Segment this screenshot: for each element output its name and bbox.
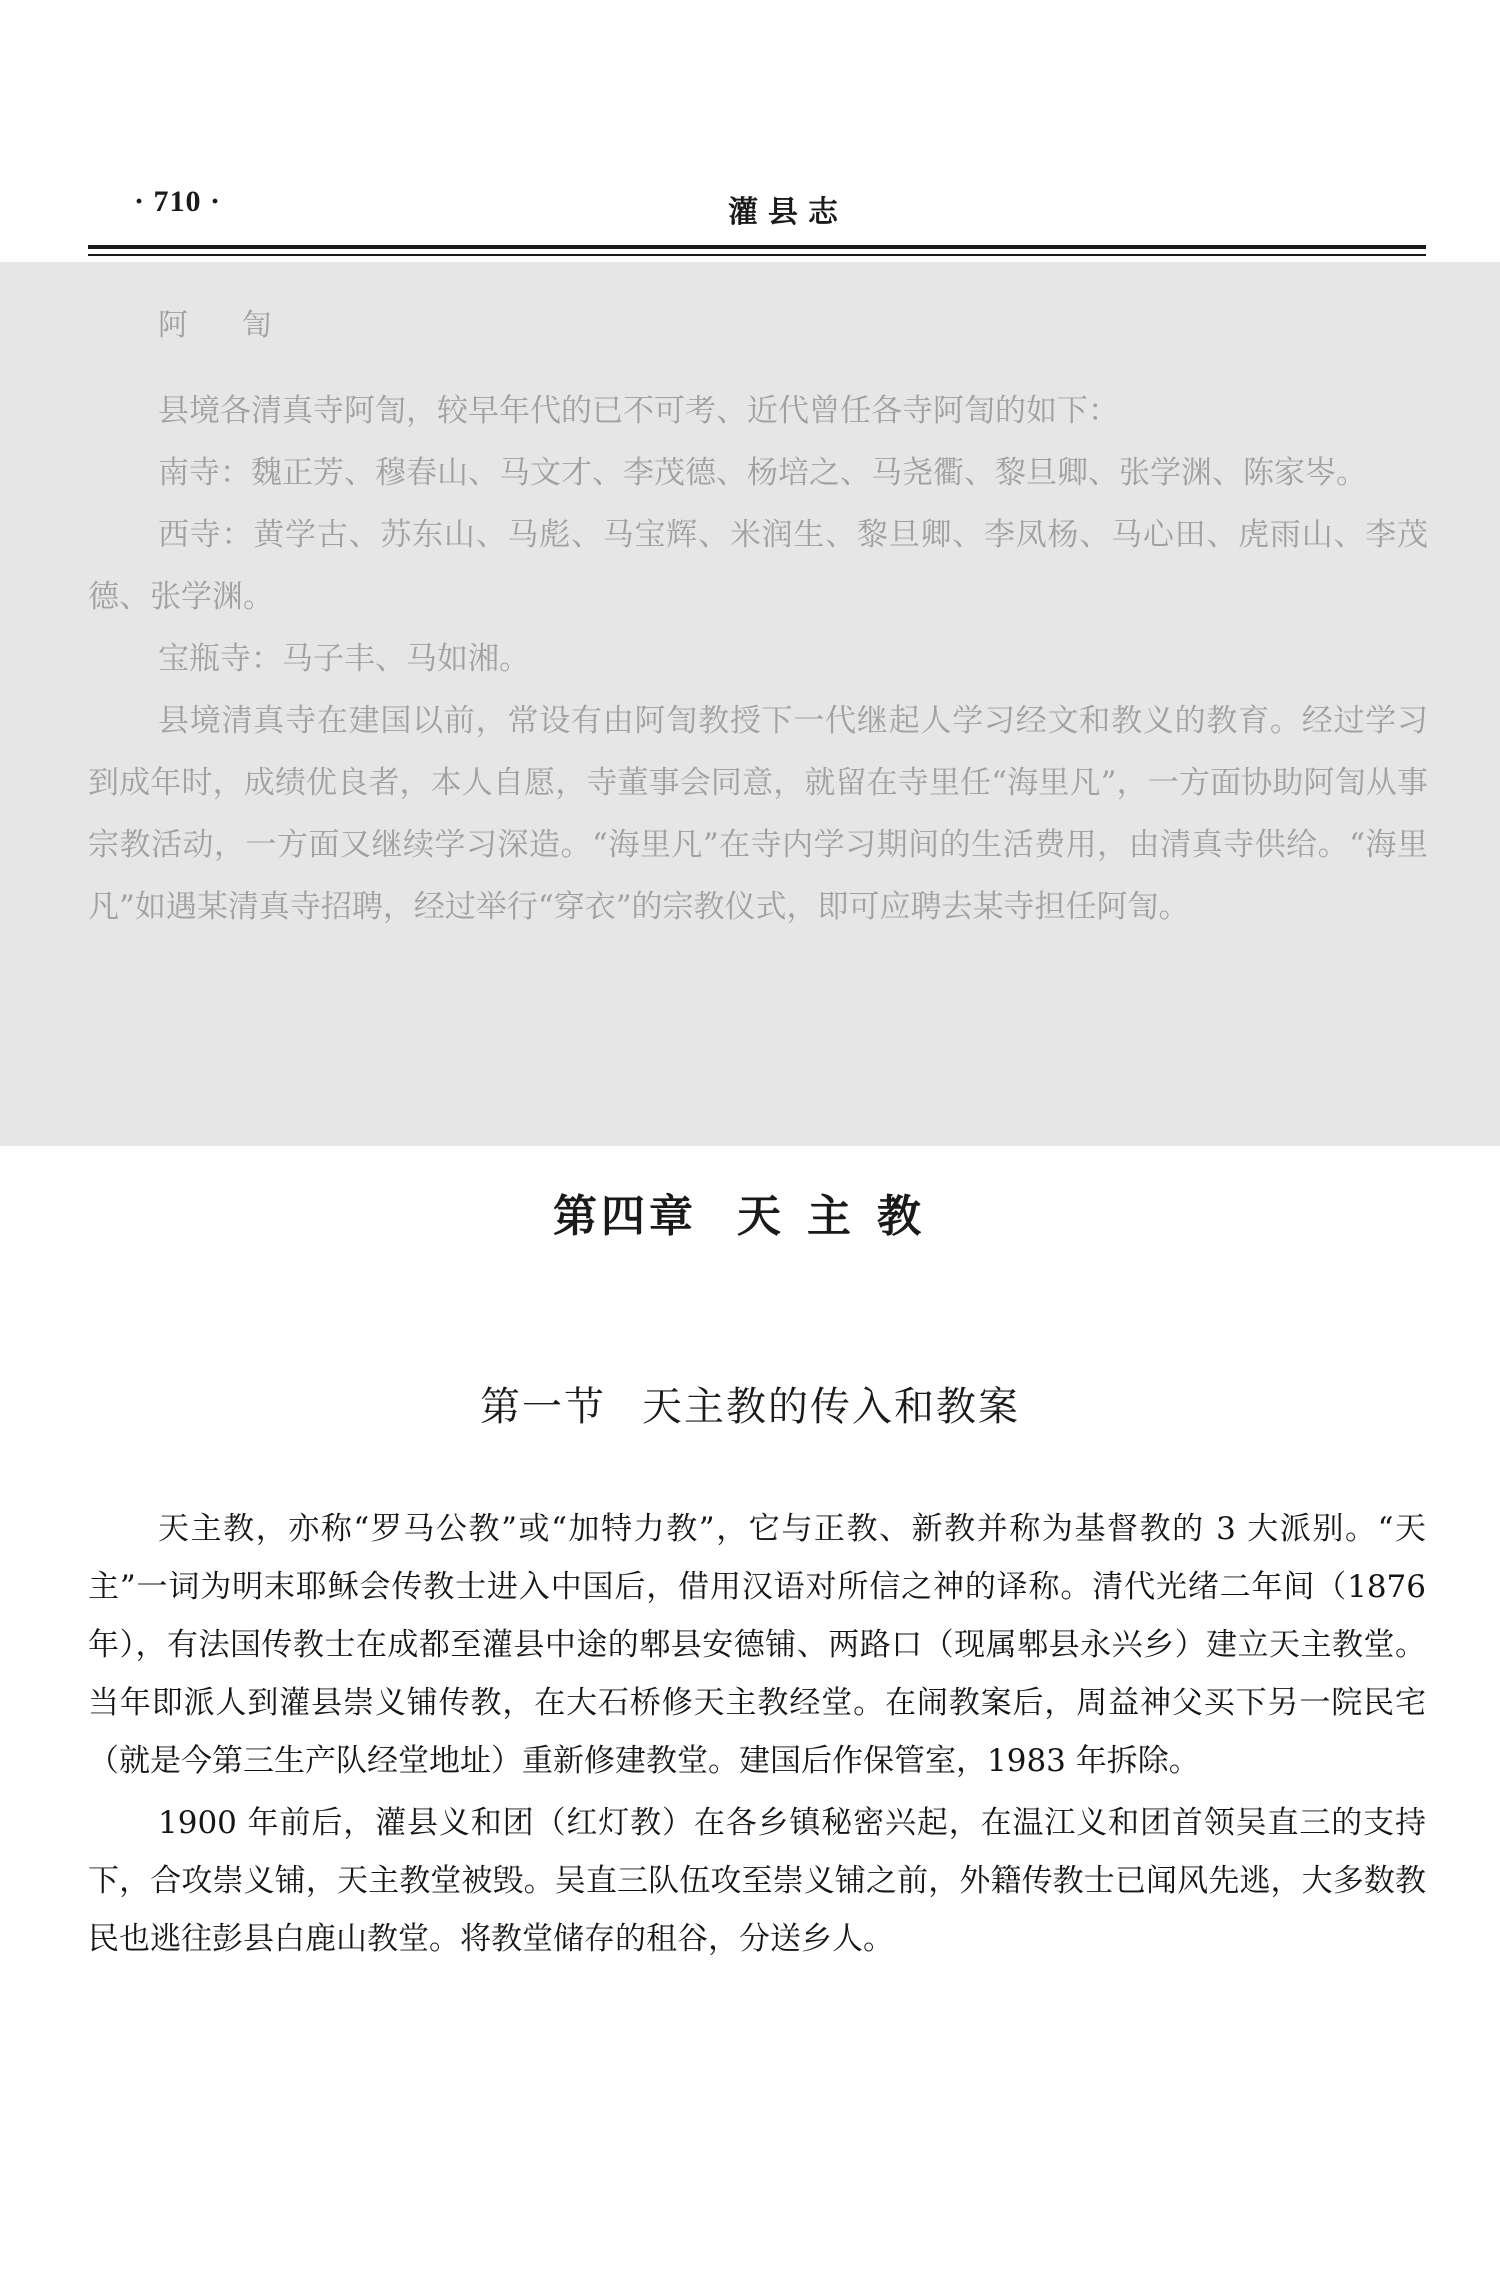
section-title <box>0 1375 1500 1432</box>
page-number: · 710 · <box>134 185 222 218</box>
faded-paragraph: 县境各清真寺阿訇，较早年代的已不可考、近代曾任各寺阿訇的如下： <box>158 393 1119 429</box>
faded-paragraph: 宝瓶寺：马子丰、马如湘。 <box>158 641 530 677</box>
chapter-number: 第四章 <box>553 1191 697 1242</box>
faded-subheading: 阿 訇 <box>158 308 294 343</box>
chapter-title <box>0 1180 1500 1244</box>
faded-section-body <box>88 380 1428 938</box>
section-name: 天主教的传入和教案 <box>642 1384 1020 1430</box>
section-number: 第一节 <box>480 1384 606 1430</box>
faded-paragraph: 南寺：魏正芳、穆春山、马文才、李茂德、杨培之、马尧衢、黎旦卿、张学渊、陈家岑。 <box>158 455 1367 491</box>
body-paragraph: 1900 年前后，灌县义和团（红灯教）在各乡镇秘密兴起，在温江义和团首领吴直三的支持下，合攻崇义铺，天主教堂被毁。吴直三队伍攻至崇义铺之前，外籍传教士已闻风先逃，大多数教民也逃往彭县白鹿山教堂。将教堂储存的租谷，分送乡人。 <box>88 1805 1426 1957</box>
faded-paragraph: 县境清真寺在建国以前，常设有由阿訇教授下一代继起人学习经文和教义的教育。经过学习到成年时，成绩优良者，本人自愿，寺董事会同意，就留在寺里任“海里凡”，一方面协助阿訇从事宗教活动，一方面又继续学习深造。“海里凡”在寺内学习期间的生活费用，由清真寺供给。“海里凡”如遇某清真寺招聘，经过举行“穿衣”的宗教仪式，即可应聘去某寺担任阿訇。 <box>88 703 1428 925</box>
header-rule-thick <box>88 245 1426 249</box>
faded-paragraph: 西寺：黄学古、苏东山、马彪、马宝辉、米润生、黎旦卿、李凤杨、马心田、虎雨山、李茂德、张学渊。 <box>88 517 1428 615</box>
running-title: 灌县志 <box>728 195 848 230</box>
running-header <box>88 185 1428 235</box>
body-paragraph: 天主教，亦称“罗马公教”或“加特力教”，它与正教、新教并称为基督教的 3 大派别。“天主”一词为明末耶稣会传教士进入中国后，借用汉语对所信之神的译称。清代光绪二年间（1876 年），有法国传教士在成都至灌县中途的郫县安德铺、两路口（现属郫县永兴乡）建立天主教堂。当年即派人到灌县崇义铺传教，在大石桥修天主教经堂。在闹教案后，周益神父买下另一院民宅（就是今第三生产队经堂地址）重新修建教堂。建国后作保管室，1983 年拆除。 <box>88 1511 1426 1779</box>
chapter-name: 天主教 <box>737 1191 947 1242</box>
section-body <box>88 1500 1426 1968</box>
header-rule-thin <box>88 254 1426 256</box>
